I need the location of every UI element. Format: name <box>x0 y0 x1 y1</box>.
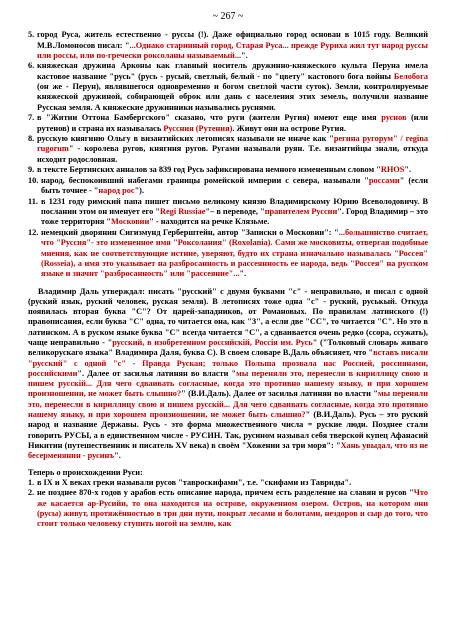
body-text: . Живут они на острове Ругия. <box>232 123 346 133</box>
quoted-text: Что же касается ар-Русийи, то она находится на острове, окруженном озером. Остров, на котором они (русы) живут, протяжённостью в три дня пути, покрыт лесами и болотами, нездоров и сыр до того, что стоит только человеку ступить ногой на землю, как <box>37 488 428 529</box>
quoted-text: россами <box>368 175 400 185</box>
item-number: 11. <box>28 196 38 206</box>
quoted-text: мы переняли это, перенесли в кириллицу свою и пишем русскій... Для чего сдваивать согласные, когда это противно нашему языку, и при хорошем произношении, не может быть слышно? <box>28 368 428 399</box>
item-number: 12. <box>28 228 39 238</box>
item-number: 10. <box>28 175 39 185</box>
body-text: " - королева ругов, княгиня ругов. Ругами называли руян. Т.е. византийцы знали, откуда исходит родословная. <box>37 144 428 164</box>
list-item <box>28 165 428 175</box>
body-text: не позднее 870-х годов у арабов есть описание народа, причем есть разделение на славян и русов " <box>37 488 414 498</box>
list-item <box>28 113 428 134</box>
body-text: в "Житии Оттона Бамбергского" сказано, что руги (жители Ругия) имеют еще имя <box>37 113 382 123</box>
quoted-text: Белобога <box>393 71 428 81</box>
body-text: ". <box>404 165 412 175</box>
dal-paragraph <box>28 287 428 462</box>
quoted-text: вставъ писали "русский" с одной "с" - Правда Руская; только Польша прозвала нас Россией, россиянами, российскими <box>28 348 428 378</box>
quoted-text: ...большинство считает, что "Руссия"- это измененное имя "Роксолания" (Roxolania). Сами же московиты, отвергая подобные мнения, как не соответствующие истине, уверяют, будто их страна изначально называлась "Россея" (Rosseia), а имя это указывает на разбросанность и рассеянность ее народа, ведь "Россея" на русском языке и значит "разбросанность" или "рассеяние"... <box>41 228 429 279</box>
body-text: княжеская дружина Арконы как главный носитель дружинно-княжеского культа Перуна имела кастовое название "русь" (русь - русый, светлый, белый - по "цвету" кастового бога войны <box>37 61 428 81</box>
body-text: "– в переводе, " <box>205 207 265 217</box>
quoted-text: народ рос <box>98 186 135 196</box>
list-item <box>28 478 428 488</box>
body-text: " - находится на речке Клязьме. <box>149 217 270 227</box>
body-text: (он же - Перун), являвшегося одновременно и богом светлой части суток). Земли, контролируемые княжеской дружиной, собирающей оброк или дань с населения этих земель, получили название Русская земля. А княжеские дружинники назывались руснями. <box>37 82 428 112</box>
page-number: ~ 267 ~ <box>212 11 244 22</box>
list-item <box>28 176 428 197</box>
quoted-text: руснов <box>381 113 407 123</box>
list-item <box>28 30 428 61</box>
body-text: народ, беспокоивший набегами границы ромейской империи с севера, называли " <box>41 175 369 185</box>
quoted-text: Руссния (Рутения) <box>163 123 233 133</box>
document-page <box>28 12 428 530</box>
quoted-text: русский, в изобретенном российскій, Россія им. Русь <box>112 337 313 347</box>
quoted-text: Хань увыдал, что яз не бесерменянин - русинъ <box>28 440 428 461</box>
body-text: немецкий дворянин Сигизмунд Герберштейн, автор "Записки о Московии": " <box>41 228 339 238</box>
body-text: ". <box>239 269 247 279</box>
body-text: " (В.И.Даль). Русь – это руский народ и название Державы. Русь - это форма множественного числа = руские люди. Позднее стали говорить РУСЫ, а в единственном числе - РУСИН. Так, русином называл себя тверской купец Афанасий Никитин (путешественник и писатель XV века) в своём "Хожении за три моря": " <box>28 410 428 450</box>
body-text: русскую княгиню Ольгу в византийских летописях называли не иначе как " <box>37 134 334 144</box>
list-item <box>28 134 428 165</box>
list-item <box>28 488 428 529</box>
quoted-text: регина ругорум" / regina rugorum <box>37 134 428 154</box>
body-text: ". Далее от засилья латинян во власти " <box>77 368 237 378</box>
list-item <box>28 61 428 112</box>
body-text: " (если быть точнее - " <box>41 175 428 196</box>
item-number: 6. <box>28 61 35 71</box>
quoted-text: Regi Russiae <box>160 207 206 217</box>
body-text: город Руса, житель естественно - руссы (!). Даже официально город основан в 1015 году. Великий М.В.Ломоносов писал: " <box>37 30 428 50</box>
numbered-list <box>28 30 428 279</box>
body-text: ". Город Владимир – это тоже территория " <box>41 207 429 227</box>
body-text: в тексте Бертинских анналов за 839 год Русь зафиксирована немного измененным словом " <box>37 165 381 175</box>
item-number: 7. <box>28 113 35 123</box>
origin-list <box>28 478 428 530</box>
item-number: 8. <box>28 134 35 144</box>
quoted-text: правителем Руссии <box>264 207 338 217</box>
body-text: в 1231 году римский папа пишет письмо великому князю Владимирскому Юрию Всеволодовичу. В послании этом он именует его " <box>41 196 428 217</box>
quoted-text: RHOS <box>380 165 405 175</box>
item-number: 9. <box>28 165 35 175</box>
body-text: ". <box>114 451 121 461</box>
origin-heading: Теперь о происхождении Руси: <box>28 467 143 477</box>
item-number: 1. <box>28 477 35 487</box>
body-text: "). <box>134 186 145 196</box>
body-text: (или рутенов) и страна их называлась <box>37 113 428 133</box>
body-text: Владимир Даль утверждал: писать "русский" с двумя буквами "с" - неправильно, и писал с одной (руский язык, руский человек, руская земля). В летописях тоже одна "с" - руский, руськый. Откуда появилась вторая буква "С"? От царей-западников, от Романовых. По правилам латинского (!) правописания, если буква "С" одна, то читается она, как "З", а если две "СС", то читается "С". Но это в латинском. А в руском языке буква "С" всегда читается "С", а сдваивается очень редко (ссора, ссужать), чаще неправильно - " <box>28 286 428 347</box>
item-number: 5. <box>28 30 35 40</box>
quoted-text: мы переняли это, перенесли в кириллицу свою и пишем русскій... Для чего сдваивать согласные, когда это противно нашему языку, и при хорошем произношении, не может быть слышно? <box>28 389 428 420</box>
body-text: ". <box>241 50 248 60</box>
body-text: в IX и X веках греки называли русов "тавроскифами", т.е. "скифами из Тавриды". <box>37 477 352 487</box>
body-text: " (В.И.Даль). Далее от засилья латинян во власти " <box>181 389 378 399</box>
body-text: " ("Толковый словарь живаго великорускаго языка" Владимира Даля, буква С). В своем словаре В.Даль объясняет, что " <box>28 337 428 358</box>
item-number: 2. <box>28 488 35 498</box>
quoted-text: ...Однако старинный город, Старая Руса... прежде Руриха жил тут народ руссы или россы, или по-гречески роксоланы называемый... <box>37 40 428 60</box>
list-item <box>28 197 428 228</box>
list-item <box>28 228 428 279</box>
quoted-text: Московии <box>111 217 150 227</box>
